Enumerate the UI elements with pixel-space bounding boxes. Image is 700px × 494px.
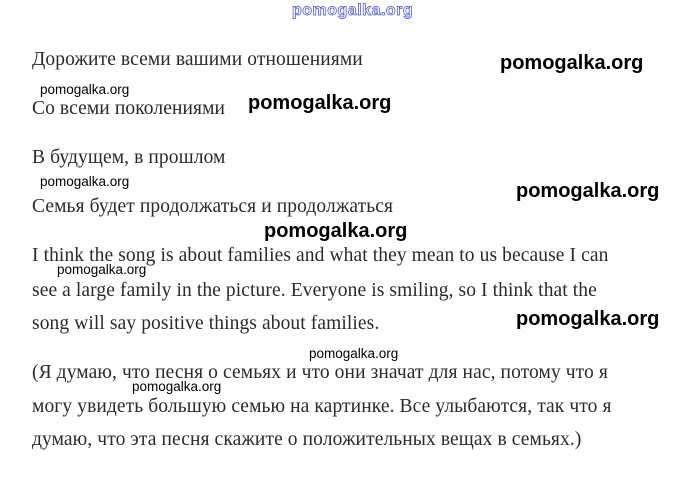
watermark: pomogalka.org <box>516 308 660 330</box>
watermark: pomogalka.org <box>500 52 644 74</box>
watermark: pomogalka.org <box>132 379 222 394</box>
header-watermark: pomogalka.org <box>292 2 414 19</box>
poem-line-3: В будущем, в прошлом <box>32 147 226 168</box>
poem-line-2: Со всеми поколениями <box>32 98 226 119</box>
watermark: pomogalka.org <box>516 180 660 202</box>
english-line-3: song will say positive things about families. <box>32 313 380 334</box>
english-line-1: I think the song is about families and what they mean to us because I can <box>32 245 609 266</box>
watermark: pomogalka.org <box>40 82 130 97</box>
poem-line-4: Семья будет продолжаться и продолжаться <box>32 196 394 217</box>
poem-line-1: Дорожите всеми вашими отношениями <box>32 49 363 70</box>
watermark: pomogalka.org <box>264 220 408 242</box>
watermark: pomogalka.org <box>57 262 147 277</box>
russian-line-2: могу увидеть большую семью на картинке. Все улыбаются, так что я <box>32 396 612 417</box>
russian-line-1: (Я думаю, что песня о семьях и что они значат для нас, потому что я <box>32 362 608 383</box>
watermark: pomogalka.org <box>248 92 392 114</box>
watermark: pomogalka.org <box>40 174 130 189</box>
english-line-2: see a large family in the picture. Everyone is smiling, so I think that the <box>32 280 597 301</box>
russian-line-3: думаю, что эта песня скажите о положительных вещах в семьях.) <box>32 429 582 450</box>
watermark: pomogalka.org <box>309 346 399 361</box>
